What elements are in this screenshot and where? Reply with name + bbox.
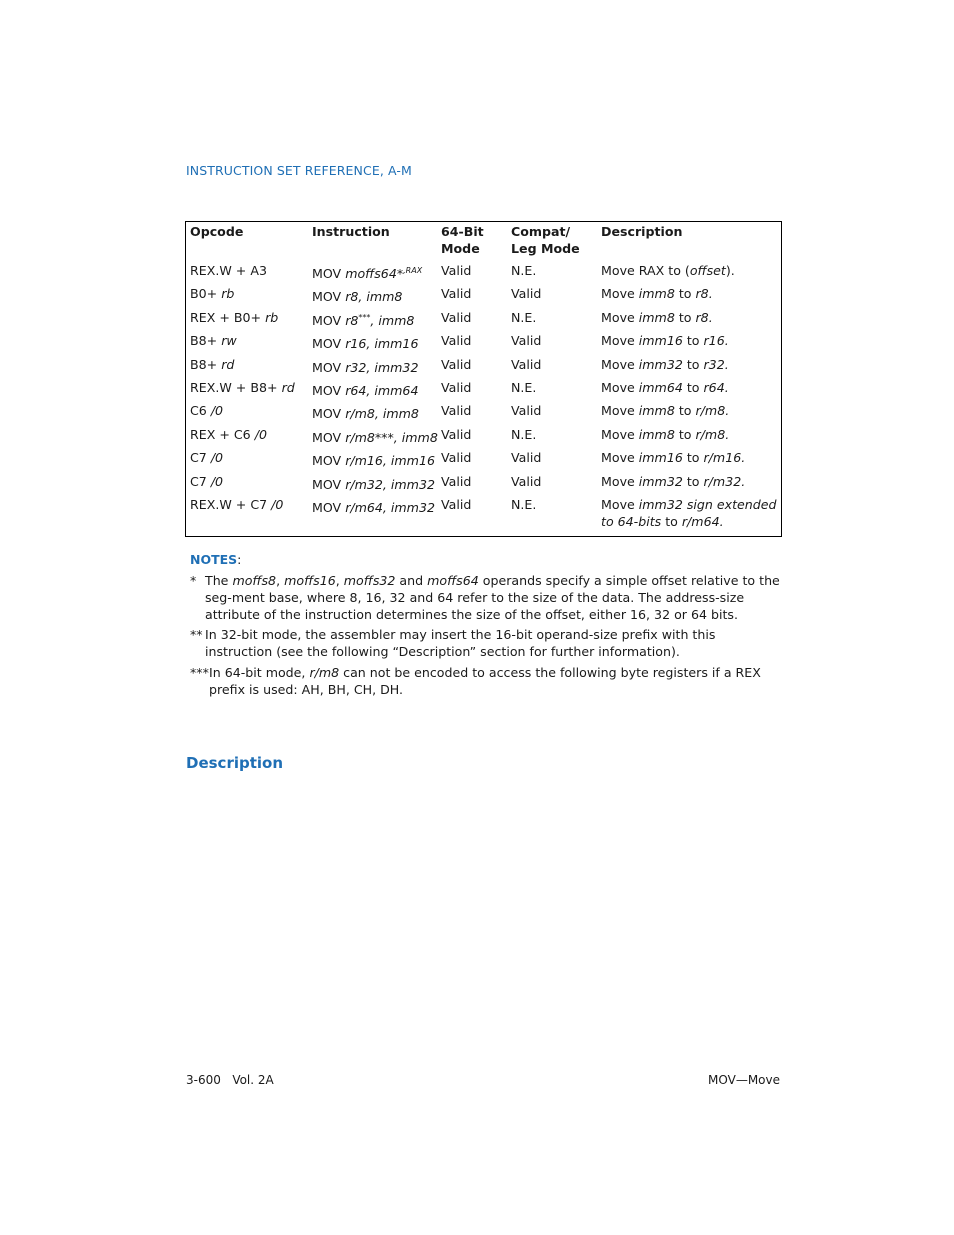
section-title-description: Description [186, 754, 284, 772]
cell-64bit-mode: Valid [441, 473, 472, 489]
cell-64bit-mode: Valid [441, 403, 472, 419]
cell-compat-mode: Valid [511, 356, 542, 372]
cell-description: Move imm16 to r16. [601, 333, 729, 349]
table-row [186, 496, 781, 536]
table-row [186, 309, 781, 332]
cell-opcode: REX.W + B8+ rd [190, 379, 295, 395]
cell-opcode: REX.W + C7 /0 [190, 496, 284, 512]
cell-compat-mode: N.E. [511, 309, 537, 325]
cell-opcode: B8+ rd [190, 356, 235, 372]
table-header-row [186, 222, 781, 262]
cell-description: Move imm8 to r/m8. [601, 426, 730, 442]
cell-opcode: C7 /0 [190, 450, 224, 466]
cell-instruction: MOV r/m16, imm16 [312, 453, 435, 469]
cell-64bit-mode: Valid [441, 309, 472, 325]
cell-compat-mode: Valid [511, 403, 542, 419]
table-row [186, 426, 781, 449]
cell-instruction: MOV r64, imm64 [312, 383, 419, 399]
table-row [186, 449, 781, 472]
cell-description: Move imm32 to r32. [601, 356, 729, 372]
cell-compat-mode: N.E. [511, 496, 537, 512]
table-row [186, 402, 781, 425]
cell-description: Move imm16 to r/m16. [601, 450, 746, 466]
cell-compat-mode: Valid [511, 286, 542, 302]
cell-64bit-mode: Valid [441, 286, 472, 302]
cell-instruction: MOV r/m8, imm8 [312, 406, 419, 422]
cell-compat-mode: Valid [511, 333, 542, 349]
cell-opcode: B8+ rw [190, 333, 237, 349]
page-number: 3-600 Vol. 2A [186, 1073, 274, 1087]
cell-instruction: MOV r16, imm16 [312, 336, 419, 352]
cell-compat-mode: N.E. [511, 379, 537, 395]
table-row [186, 285, 781, 308]
cell-instruction: MOV r/m32, imm32 [312, 476, 435, 492]
table-row [186, 262, 781, 285]
cell-instruction: MOV r8***, imm8 [312, 312, 415, 328]
cell-instruction: MOV r/m64, imm32 [312, 500, 435, 516]
cell-compat-mode: N.E. [511, 263, 537, 278]
header-instruction: Instruction [312, 224, 390, 239]
table-row [186, 332, 781, 355]
cell-opcode: REX + B0+ rb [190, 309, 279, 325]
header-compat-mode: Compat/ Leg Mode [511, 224, 580, 256]
cell-compat-mode: Valid [511, 473, 542, 489]
opcode-table [185, 221, 782, 537]
cell-description: Move RAX to (offset). [601, 263, 735, 278]
header-64bit-mode: 64-Bit Mode [441, 224, 484, 256]
cell-instruction: MOV r32, imm32 [312, 359, 419, 375]
running-header: INSTRUCTION SET REFERENCE, A-M [186, 163, 412, 178]
page-footer-title: MOV—Move [708, 1073, 780, 1087]
cell-compat-mode: Valid [511, 450, 542, 466]
header-opcode: Opcode [190, 224, 244, 239]
cell-opcode: B0+ rb [190, 286, 235, 302]
cell-opcode: REX.W + A3 [190, 263, 267, 278]
note-3: *** In 64-bit mode, r/m8 can not be encoded to access the following byte registers if a REX prefix is used: AH, BH, CH, DH. [190, 665, 761, 697]
cell-64bit-mode: Valid [441, 333, 472, 349]
cell-64bit-mode: Valid [441, 450, 472, 466]
cell-compat-mode: N.E. [511, 426, 537, 442]
table-row [186, 473, 781, 496]
cell-description: Move imm8 to r8. [601, 309, 713, 325]
cell-opcode: C6 /0 [190, 403, 224, 419]
cell-opcode: C7 /0 [190, 473, 224, 489]
note-1: * The moffs8, moffs16, moffs32 and moffs64 operands specify a simple offset relative to the seg-ment base, where 8, 16, 32 and 64 refer to the size of the data. The address-size attribute of the instruction determines the size of the offset, either 16, 32 or 64 bits. [190, 573, 780, 622]
cell-description: Move imm8 to r/m8. [601, 403, 730, 419]
cell-64bit-mode: Valid [441, 379, 472, 395]
cell-instruction: MOV moffs64*$^{,RAX}$ [312, 266, 423, 282]
cell-instruction: MOV r8, imm8 [312, 289, 403, 305]
cell-description: Move imm32 to r/m32. [601, 473, 746, 489]
cell-description: Move imm32 sign extended to 64-bits to r/m64. [601, 496, 777, 529]
table-row [186, 356, 781, 379]
cell-instruction: MOV r/m8***, imm8 [312, 429, 438, 445]
cell-64bit-mode: Valid [441, 496, 472, 512]
cell-opcode: REX + C6 /0 [190, 426, 267, 442]
cell-64bit-mode: Valid [441, 426, 472, 442]
cell-description: Move imm64 to r64. [601, 379, 729, 395]
header-description: Description [601, 224, 683, 239]
cell-description: Move imm8 to r8. [601, 286, 713, 302]
table-row [186, 379, 781, 402]
notes-title: NOTES: [190, 552, 242, 567]
note-2: ** In 32-bit mode, the assembler may insert the 16-bit operand-size prefix with this instruction (see the following “Description” section for further information). [190, 627, 716, 659]
cell-64bit-mode: Valid [441, 263, 472, 278]
cell-64bit-mode: Valid [441, 356, 472, 372]
